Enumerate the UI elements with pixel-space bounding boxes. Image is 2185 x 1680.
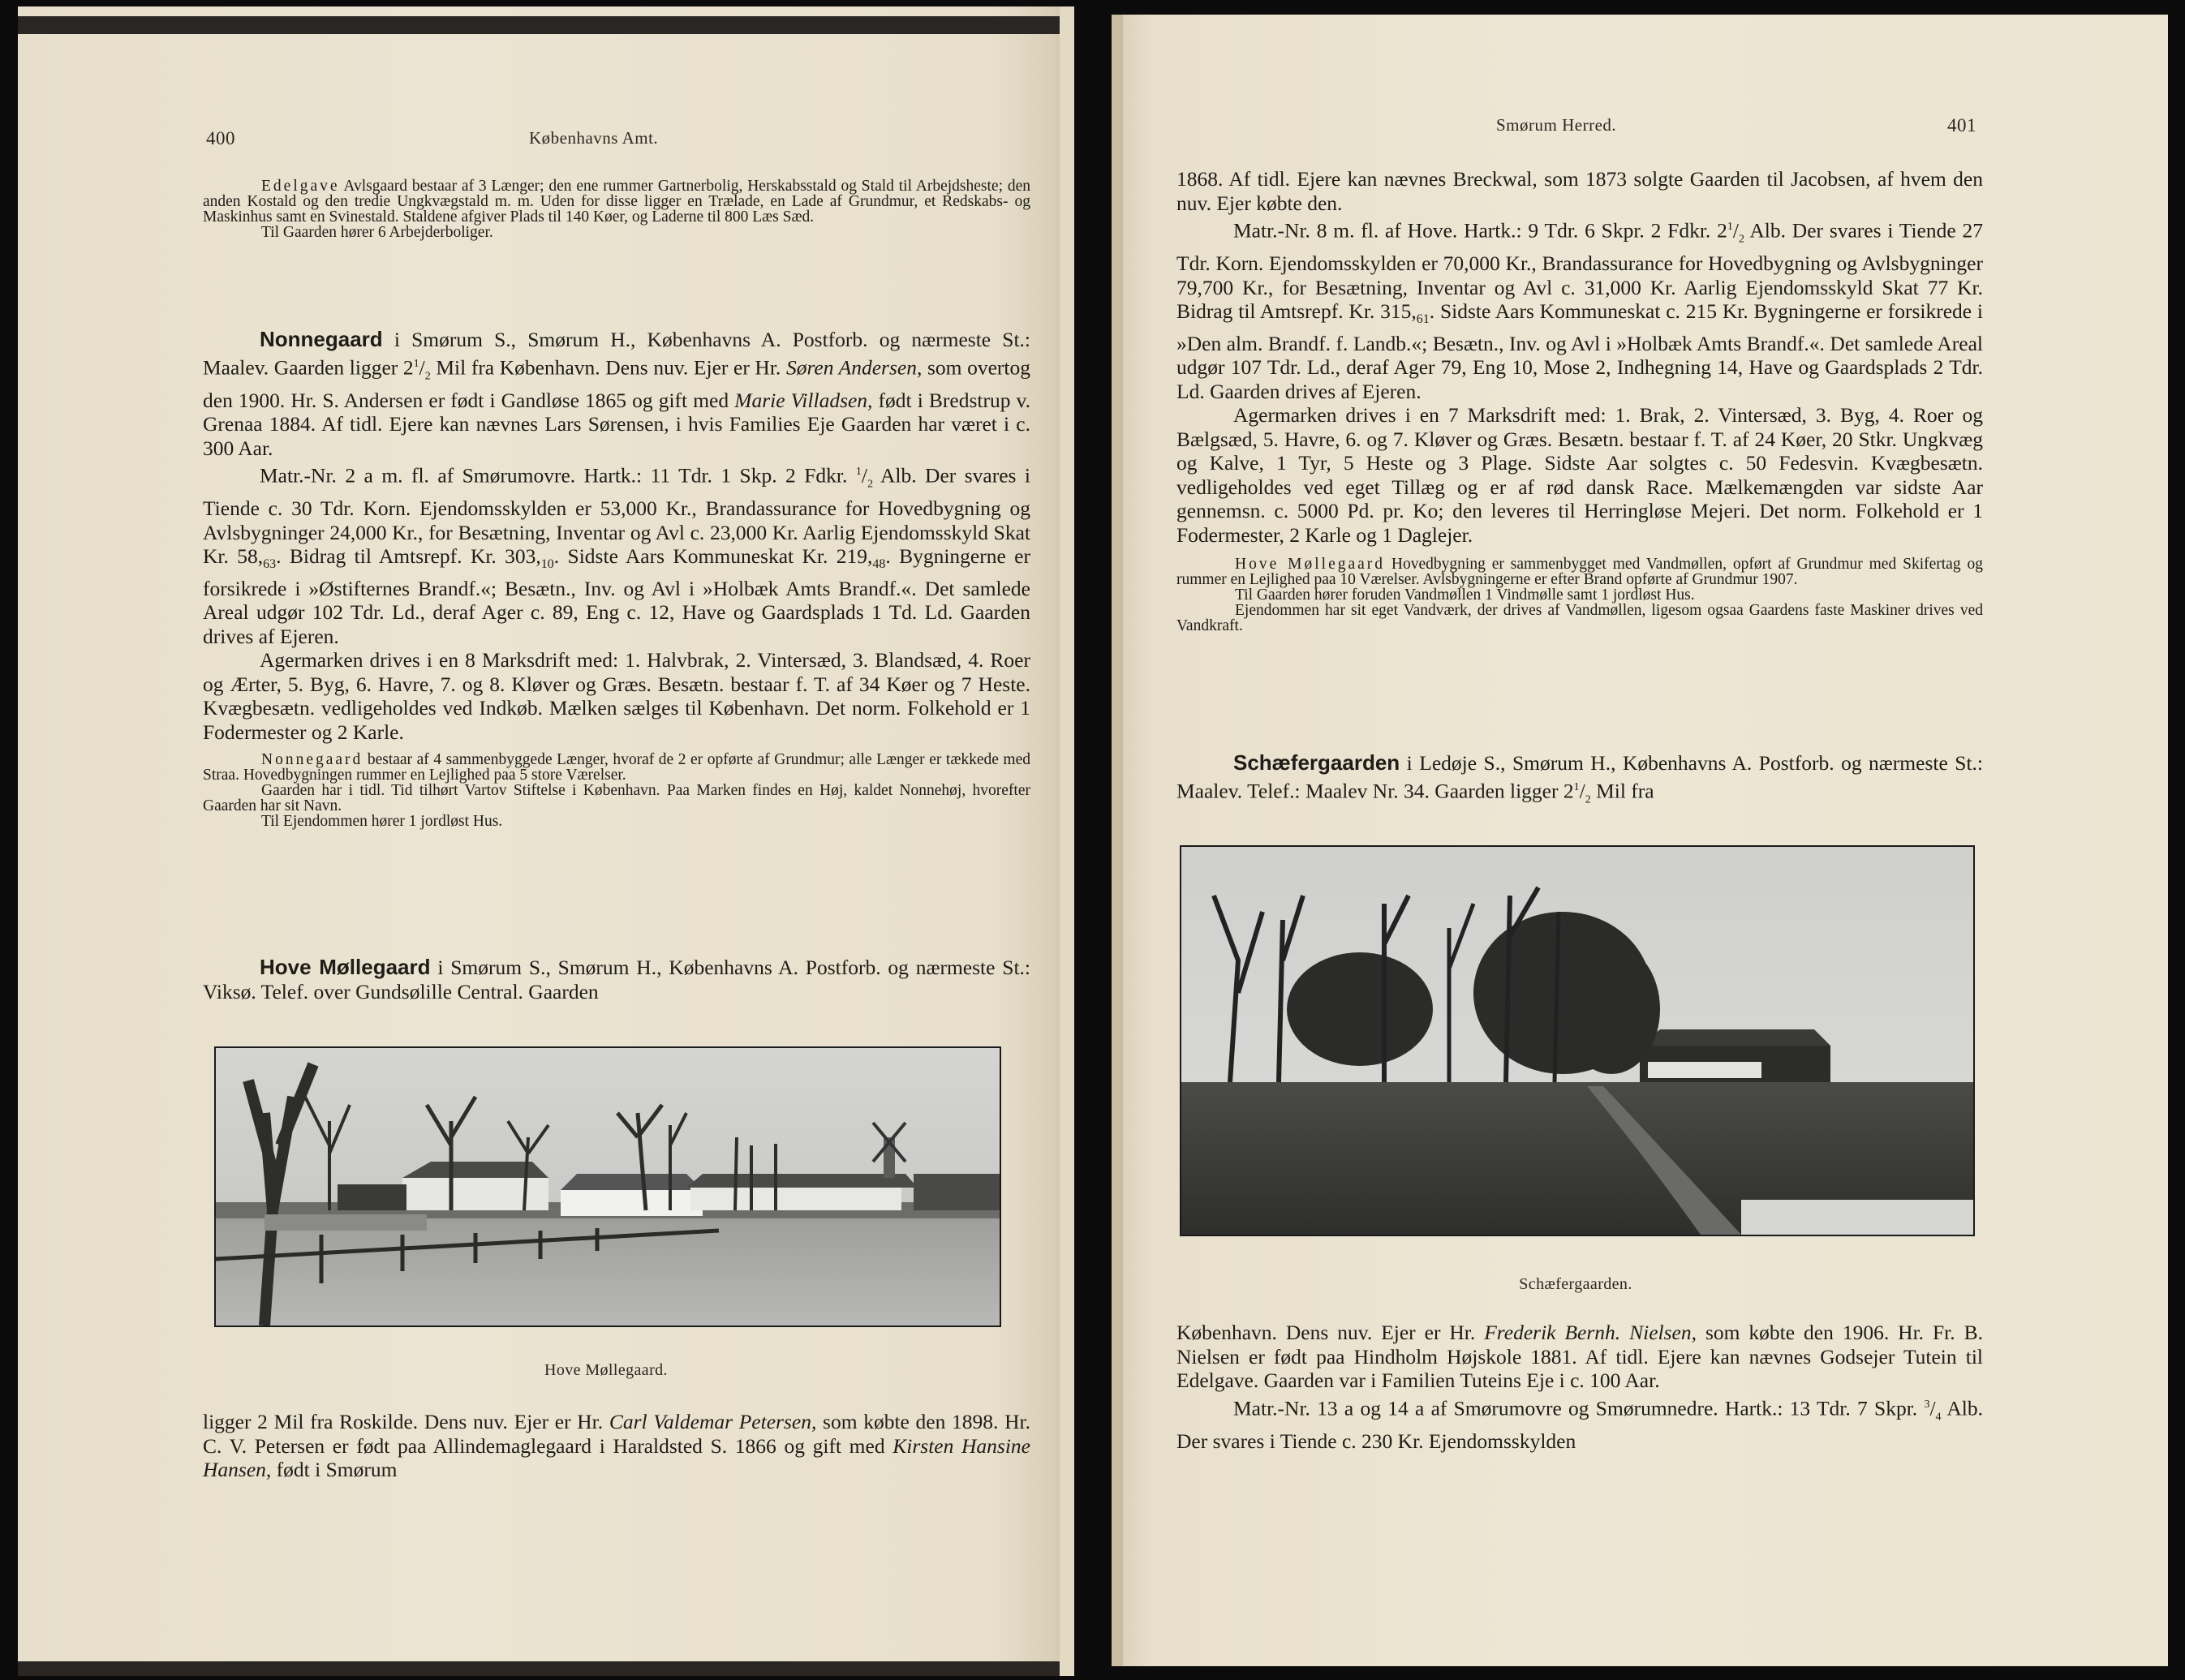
nonnegaard-paragraph: Nonnegaard i Smørum S., Smørum H., Københavns A. Postforb. og nærmeste St.: Maalev. Gaarden ligger $2^1/_2$ Mil fra København. Dens nuv. Ejer er Hr. Søren Andersen, som overtog den 1900. Hr. S. Andersen er født i Gandløse 1865 og gift med Marie Villadsen, født i Bredstrup v. Grenaa 1884. Af tidl. Ejere kan nævnes Lars Sørensen, i hvis Families Eje Gaarden har været i c. 300 Aar. xyxy=(203,327,1031,460)
hove-entry xyxy=(203,956,1030,1003)
photo-caption: Hove Møllegaard. xyxy=(544,1361,668,1379)
nonnegaard-agermark: Agermarken drives i en 8 Marksdrift med: 1. Halvbrak, 2. Vintersæd, 3. Blandsæd, 4. Roer og Ærter, 5. Byg, 6. Havre, 7. og 8. Kløver og Græs. Besætn. bestaar f. T. af 34 Køer og 7 Heste. Kvægbesætn. vedligeholdes ved Indkøb. Mælken sælges til København. Det norm. Folkehold er 1 Fodermester og 2 Karle. xyxy=(203,648,1030,744)
schaefer-photo xyxy=(1180,845,1975,1236)
running-head: Københavns Amt. xyxy=(529,128,659,148)
farm-name: Hove Møllegaard xyxy=(260,955,431,979)
hove-continued: ligger 2 Mil fra Roskilde. Dens nuv. Ejer er Hr. Carl Valdemar Petersen, som købte den 1898. Hr. C. V. Petersen er født paa Allindemaglegaard i Haraldsted S. 1866 og gift med Kirsten Hansine Hansen, født i Smørum xyxy=(203,1410,1030,1481)
farm-name: Nonnegaard xyxy=(260,327,383,351)
nonnegaard-entry: Nonnegaard i Smørum S., Smørum H., Københavns A. Postforb. og nærmeste St.: Maalev. Gaarden ligger $2^1/_2$ Mil fra København. Dens nuv. Ejer er Hr. Søren Andersen, som overtog den 1900. Hr. S. Andersen er født i Gandløse 1865 og gift med Marie Villadsen, født i Bredstrup v. Grenaa 1884. Af tidl. Ejere kan nævnes Lars Sørensen, i hvis Families Eje Gaarden har været i c. 300 Aar. Matr.-Nr. 2 a m. fl. af Smørumovre. Hartk.: 11 Tdr. 1 Skp. 2 Fdkr. $^1/_2$ Alb. Der svares i Tiende c. 30 Tdr. Korn. Ejendomsskylden er 53,000 Kr., Brandassurance for Hovedbygning og Avlsbygninger 24,000 Kr., for Besætning, Inventar og Avl c. 23,000 Kr. Aarlig Ejendomsskyld Skat Kr. $58,_{63}$. Bidrag til Amtsrepf. Kr. $303,_{10}$. Sidste Aars Kommuneskat Kr. $219,_{48}$. Bygningerne er forsikrede i »Østifternes Brandf.«; Besætn., Inv. og Avl i »Holbæk Amts Brandf.«. Det samlede Areal udgør 102 Tdr. Ld., deraf Ager c. 89, Eng c. 12, Have og Gaardsplads 1 Td. Ld. Gaarden drives af Ejeren. Agermarken drives i en 8 Marksdrift med: 1. Halvbrak, 2. Vintersæd, 3. Blandsæd, 4. Roer og Ærter, 5. Byg, 6. Havre, 7. og 8. Kløver og Græs. Besætn. bestaar f. T. af 34 Køer og 7 Heste. Kvægbesætn. vedligeholdes ved Indkøb. Mælken sælges til København. Det norm. Folkehold er 1 Fodermester og 2 Karle. Nonnegaard bestaar af 4 sammenbyggede Længer, hvoraf de 2 er opførte af Grundmur; alle Længer er tækkede med Straa. Hovedbygningen rummer en Lejlighed paa 5 store Værelser. Gaarden har i tidl. Tid tilhørt Vartov Stiftelse i København. Paa Marken findes en Høj, kaldet Nonnehøj, hvorefter Gaarden har sit Navn. Til Ejendommen hører 1 jordløst Hus. xyxy=(203,327,1031,831)
hove-landscape-image xyxy=(216,1048,1000,1326)
photo-caption: Schæfergaarden. xyxy=(1519,1275,1632,1293)
nonnegaard-matr: Matr.-Nr. 2 a m. fl. af Smørumovre. Hartk.: 11 Tdr. 1 Skp. 2 Fdkr. $^1/_2$ Alb. Der svares i Tiende c. 30 Tdr. Korn. Ejendomsskylden er 53,000 Kr., Brandassurance for Hovedbygning og Avlsbygninger 24,000 Kr., for Besætning, Inventar og Avl c. 23,000 Kr. Aarlig Ejendomsskyld Skat Kr. $58,_{63}$. Bidrag til Amtsrepf. Kr. $303,_{10}$. Sidste Aars Kommuneskat Kr. $219,_{48}$. Bygningerne er forsikrede i »Østifternes Brandf.«; Besætn., Inv. og Avl i »Holbæk Amts Brandf.«. Det samlede Areal udgør 102 Tdr. Ld., deraf Ager c. 89, Eng c. 12, Have og Gaardsplads 1 Td. Ld. Gaarden drives af Ejeren. xyxy=(203,463,1030,648)
book-spine xyxy=(1112,15,1123,1666)
left-page xyxy=(18,6,1074,1676)
schaefer-entry: Schæfergaarden i Ledøje S., Smørum H., Københavns A. Postforb. og nærmeste St.: Maalev. Telef.: Maalev Nr. 34. Gaarden ligger $2^1/_2$ Mil fra xyxy=(1176,750,1983,806)
schaefer-continued: København. Dens nuv. Ejer er Hr. Frederik Bernh. Nielsen, som købte den 1906. Hr. Fr. B. Nielsen er født paa Hindholm Højskole 1881. Af tidl. Ejere kan nævnes Godsejer Tutein til Edelgave. Gaarden var i Familien Tuteins Eje i c. 100 Aar. Matr.-Nr. 13 a og 14 a af Smørumovre og Smørumnedre. Hartk.: 13 Tdr. 7 Skpr. $^3/_4$ Alb. Der svares i Tiende c. 230 Kr. Ejendomsskylden xyxy=(1176,1321,1984,1453)
farm-name: Schæfergaarden xyxy=(1233,750,1400,775)
hove-photo xyxy=(214,1046,1001,1327)
running-head: Smørum Herred. xyxy=(1496,115,1617,135)
page-edge-shadow xyxy=(18,1661,1074,1676)
hove-continuation: 1868. Af tidl. Ejere kan nævnes Breckwal, som 1873 solgte Gaarden til Jacobsen, af hvem den nuv. Ejer købte den. Matr.-Nr. 8 m. fl. af Hove. Hartk.: 9 Tdr. 6 Skpr. 2 Fdkr. $2^1/_2$ Alb. Der svares i Tiende 27 Tdr. Korn. Ejendomsskylden er 70,000 Kr., Brandassurance for Hovedbygning og Avlsbygninger 79,700 Kr., for Besætning, Inventar og Avl c. 31,000 Kr. Aarlig Ejendomsskyld Skat 77 Kr. Bidrag til Amtsrepf. Kr. $315,_{61}$. Sidste Aars Kommuneskat c. 215 Kr. Bygningerne er forsikrede i »Den alm. Brandf. f. Landb.«; Besætn., Inv. og Avl i »Holbæk Amts Brandf.«. Det samlede Areal udgør 107 Tdr. Ld., deraf Ager 79, Eng 10, Mose 2, Indhegning 14, Have og Gaardsplads 2 Tdr. Ld. Gaarden drives af Ejeren. Agermarken drives i en 7 Marksdrift med: 1. Brak, 2. Vintersæd, 3. Byg, 4. Roer og Bælgsæd, 5. Havre, 6. og 7. Kløver og Græs. Besætn. bestaar f. T. af 24 Køer, 20 Stkr. Ungkvæg og Kalve, 1 Tyr, 5 Heste og 3 Plage. Sidste Aar solgtes c. 50 Fedesvin. Kvægbesætn. vedligeholdes ved eget Tillæg og er af rød dansk Race. Mælkemængden var sidste Aar gennemsn. c. 5000 Pd. pr. Ko; den leveres til Herringløse Mejeri. Det norm. Folkehold er 1 Fodermester, 2 Karle og 1 Daglejer. Hove Møllegaard Hovedbygning er sammenbygget med Vandmøllen, opført af Grundmur med Skifertag og rummer en Lejlighed paa 10 Værelser. Avlsbygningerne er efter Brand opførte af Grundmur 1907. Til Gaarden hører foruden Vandmøllen 1 Vindmølle samt 1 jordløst Hus. Ejendommen har sit eget Vandværk, der drives af Vandmøllen, ligesom ogsaa Gaardens faste Maskiner drives ved Vandkraft. xyxy=(1176,167,1984,635)
page-number: 400 xyxy=(206,128,235,148)
book-spine xyxy=(1060,6,1074,1676)
page-number: 401 xyxy=(1947,115,1976,135)
hove-paragraph: Hove Møllegaard i Smørum S., Smørum H., Københavns A. Postforb. og nærmeste St.: Viksø. Telef. over Gundsølille Central. Gaarden xyxy=(203,955,1030,1003)
schaefer-landscape-image xyxy=(1181,847,1973,1235)
edelgave-note: Edelgave Avlsgaard bestaar af 3 Længer; den ene rummer Gartnerbolig, Herskabsstald og Stald til Arbejdsheste; den anden Kostald og den tredie Ungkvægstald m. m. Uden for disse ligger en Trælade, en Lade af Grundmur, et Redskabs- og Maskinhus samt en Svinestald. Staldene afgiver Plads til 140 Køer, og Laderne til 800 Læs Sæd. Til Gaarden hører 6 Arbejderboliger. xyxy=(203,178,1030,241)
page-edge-shadow xyxy=(18,16,1074,34)
